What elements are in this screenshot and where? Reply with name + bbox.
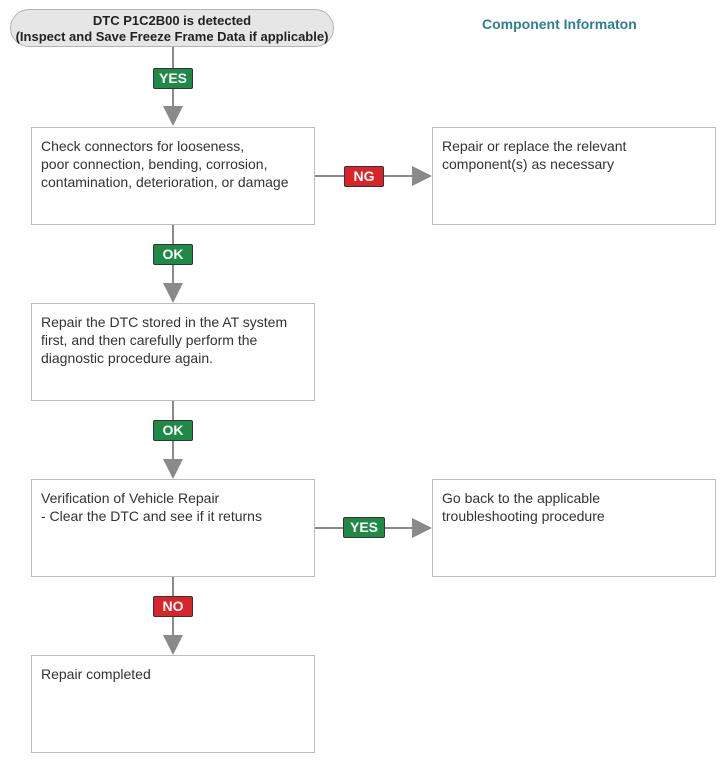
start-title: DTC P1C2B00 is detected xyxy=(92,13,252,28)
repair-at-line-2: first, and then carefully perform the xyxy=(41,332,258,348)
repair-at-line-1: Repair the DTC stored in the AT system xyxy=(41,314,288,330)
repair-at-step xyxy=(31,303,315,401)
arrow-to-go-back xyxy=(412,518,432,538)
yes-badge-right: YES xyxy=(343,517,385,538)
repair-replace-step xyxy=(432,127,716,225)
arrow-to-check-connectors xyxy=(163,106,183,126)
repair-completed-line-1: Repair completed xyxy=(41,666,151,682)
start-subtitle: (Inspect and Save Freeze Frame Data if applicable) xyxy=(15,29,329,44)
ok-badge-2: OK xyxy=(153,420,193,441)
repair-replace-line-2: component(s) as necessary xyxy=(442,156,614,172)
arrow-to-verification xyxy=(163,459,183,479)
no-badge: NO xyxy=(153,596,193,617)
check-connectors-line-1: Check connectors for looseness, xyxy=(41,138,245,154)
verification-step xyxy=(31,479,315,577)
go-back-line-1: Go back to the applicable xyxy=(442,490,600,506)
go-back-line-2: troubleshooting procedure xyxy=(442,508,605,524)
check-connectors-step xyxy=(31,127,315,225)
arrow-to-repair-completed xyxy=(163,635,183,655)
start-node xyxy=(10,9,334,47)
arrow-to-repair-at xyxy=(163,283,183,303)
check-connectors-line-3: contamination, deterioration, or damage xyxy=(41,174,289,190)
verification-line-2: - Clear the DTC and see if it returns xyxy=(41,508,262,524)
verification-line-1: Verification of Vehicle Repair xyxy=(41,490,220,506)
ng-badge: NG xyxy=(344,166,384,187)
go-back-step xyxy=(432,479,716,577)
arrow-to-repair-replace xyxy=(412,166,432,186)
repair-completed-step xyxy=(31,655,315,753)
check-connectors-line-2: poor connection, bending, corrosion, xyxy=(41,156,268,172)
yes-badge-start: YES xyxy=(153,68,193,89)
ok-badge-1: OK xyxy=(153,244,193,265)
component-information-link[interactable]: Component Informaton xyxy=(482,16,637,32)
repair-at-line-3: diagnostic procedure again. xyxy=(41,350,214,366)
repair-replace-line-1: Repair or replace the relevant xyxy=(442,138,627,154)
